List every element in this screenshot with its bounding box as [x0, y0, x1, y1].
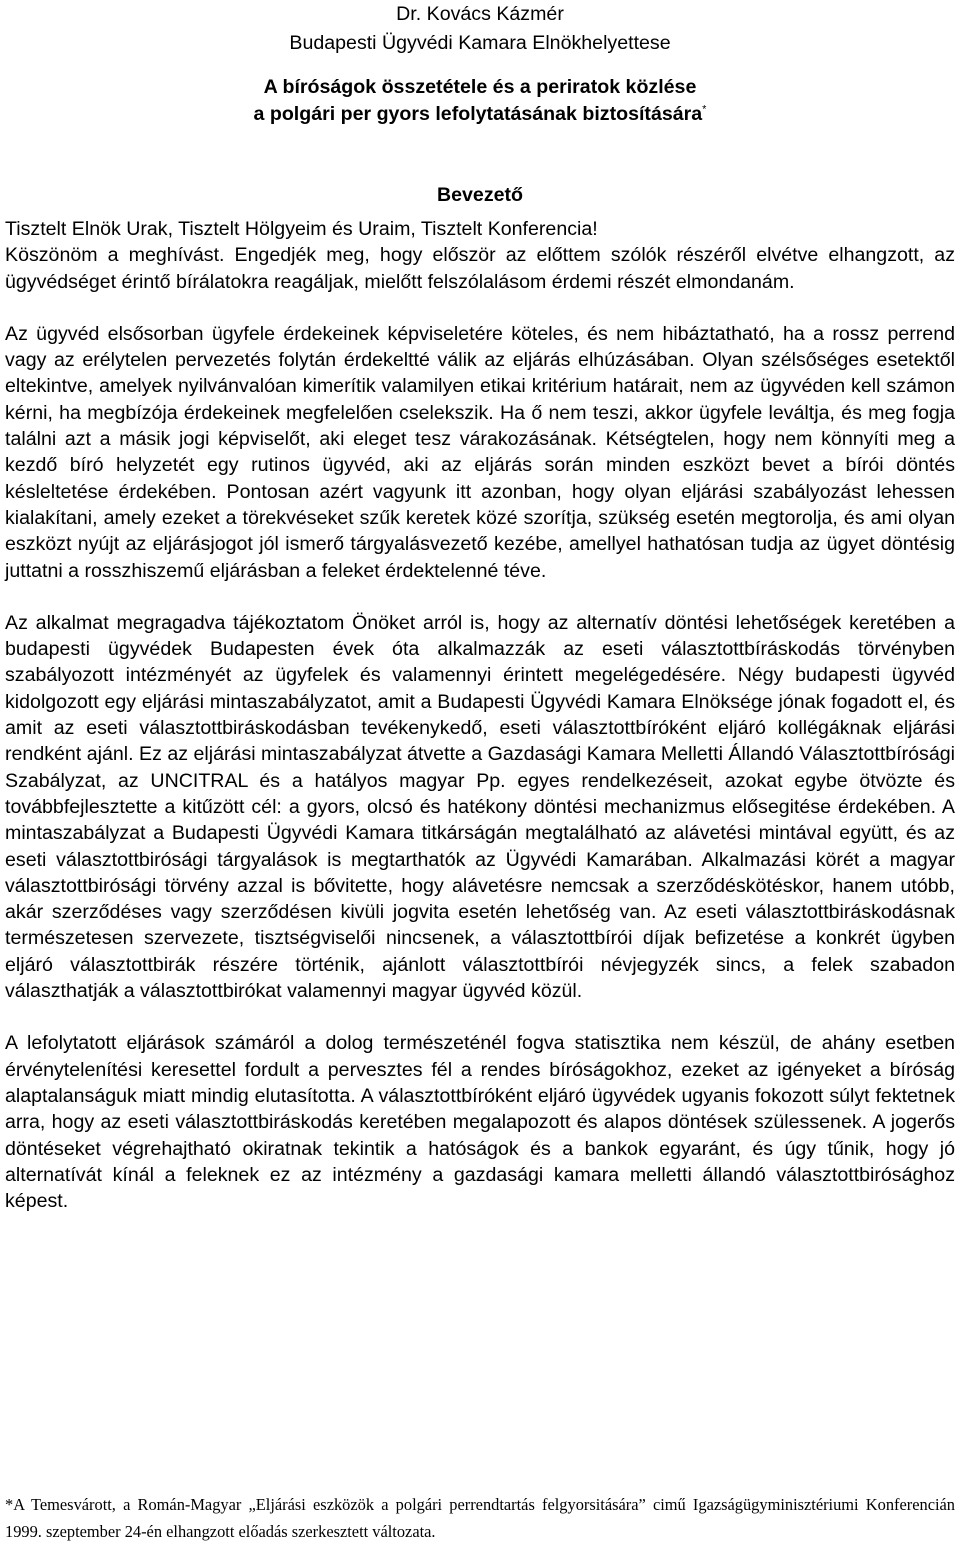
title-line-1: A bíróságok összetétele és a periratok közlése: [263, 76, 697, 98]
title-line-2-text: a polgári per gyors lefolytatásának biztosítására: [253, 103, 703, 125]
greeting-paragraph: Tisztelt Elnök Urak, Tisztelt Hölgyeim és Uraim, Tisztelt Konferencia!: [5, 218, 598, 240]
footnote-marker: *: [702, 103, 707, 116]
author-name: Dr. Kovács Kázmér: [396, 3, 564, 25]
title-line-2: [5, 101, 955, 128]
section-heading: Bevezető: [436, 184, 524, 206]
author-role: Budapesti Ügyvédi Kamara Elnökhelyettese: [289, 32, 671, 54]
document-title: [5, 74, 955, 128]
paragraph-1: Köszönöm a meghívást. Engedjék meg, hogy először az előttem szólók részéről elvétve elhangzott, az ügyvédséget érintő bírálatokra reagáljak, mielőtt felszólalásom érdemi részét elmondanám.: [5, 244, 955, 293]
document-page: [5, 0, 955, 1214]
author-block: [5, 0, 955, 58]
paragraph-4: A lefolytatott eljárások számáról a dolog természeténél fogva statisztika nem készül, de ahány esetben érvénytelenítési keresettel fordult a pervesztes fél a rendes bíróságokhoz, ezeket az igényeket a bíróság alaptalanságuk miatt mindig elutasította. A választottbíróként eljáró ügyvédek ugyanis fokozott súlyt fektetnek arra, hogy az eseti választottbiráskodás keretében megalapozott és alapos döntések szülessenek. A jogerős döntéseket végrehajtható okiratnak tekintik a hatóságok és a bankok egyaránt, és úgy tűnik, hogy jó alternatívát kínál a feleknek ez az intézmény a gazdasági kamara melletti állandó választottbirósághoz képest.: [5, 1032, 955, 1213]
footnote: *A Temesvárott, a Román-Magyar „Eljárási eszközök a polgári perrendtartás felgyorsitására” cimű Igazságügyminisztériumi Konferencián 1999. szeptember 24-én elhangzott előadás szerkesztett változata.: [5, 1495, 955, 1541]
paragraph-3: Az alkalmat megragadva tájékoztatom Önöket arról is, hogy az alternatív döntési lehetőségek keretében a budapesti ügyvédek Budapesten évek óta alkalmazzák az eseti választottbíráskodás törvényben szabályozott intézményét az ügyfelek és valamennyi érintett megelégedésére. Négy budapesti ügyvéd kidolgozott egy eljárási mintaszabályzatot, amit a Budapesti Ügyvédi Kamara Elnöksége jónak fogadott el, és amit az eseti választottbiráskodásban tevékenykedő, eseti választottbíróként eljáró kollégáknak eljárási rendként ajánl. Ez az eljárási mintaszabályzat átvette a Gazdasági Kamara Melletti Állandó Választottbírósági Szabályzat, az UNCITRAL és a hatályos magyar Pp. egyes rendelkezéseit, azokat egybe ötvözte és továbbfejlesztette a kitűzött cél: a gyors, olcsó és hatékony döntési mechanizmus elősegitése érdekében. A mintaszabályzat a Budapesti Ügyvédi Kamara titkárságán megtalálható az alávetési mintával együtt, és az eseti választottbirósági tárgyalások is megtarthatók az Ügyvédi Kamarában. Alkalmazási körét a magyar választottbirósági törvény azzal is bővitette, hogy alávetésre nemcsak a szerződéskötéskor, hanem utóbb, akár szerződéses vagy szerződésen kivüli jogvita esetén lehetőség van. Az eseti választottbiráskodásnak természetesen szervezete, tisztségviselői nincsenek, a választottbírói díjak befizetése a konkrét ügyben eljáró választottbirák részére történik, ajánlott választottbírói névjegyzék sincs, a felek szabadon választhatják a választottbirókat valamennyi magyar ügyvéd közül.: [5, 611, 955, 1003]
paragraph-2: Az ügyvéd elsősorban ügyfele érdekeinek képviseletére köteles, és nem hibáztatható, ha a rossz perrend vagy az erélytelen pervezetés folytán érdekeltté válik az eljárás elhúzásában. Olyan szélsőséges esetektől eltekintve, amelyek nyilvánvalóan kimerítik valamilyen etikai kritérium határait, nem az ügyvéden kell számon kérni, ha megbízója érdekeinek megfelelően cselekszik. Ha ő nem teszi, akkor ügyfele leváltja, és meg fogja találni azt a másik jogi képviselőt, aki eleget tesz várakozásának. Kétségtelen, hogy nem könnyíti meg a kezdő bíró helyzetét egy rutinos ügyvéd, aki az eljárás során minden eszközt bevet a bírói döntés késleltetése érdekében. Pontosan azért vagyunk itt azonban, hogy olyan eljárási szabályozást lehessen kialakítani, amely ezeket a törekvéseket szűk keretek közé szorítja, szükség esetén megtorolja, és ami olyan eszközt nyújt az eljárásjogot jól ismerő tárgyalásvezető kezébe, amellyel hathatósan tudja az ügyet döntésig juttatni a rosszhiszemű eljárásban a feleket érdektelenné téve.: [5, 322, 955, 582]
